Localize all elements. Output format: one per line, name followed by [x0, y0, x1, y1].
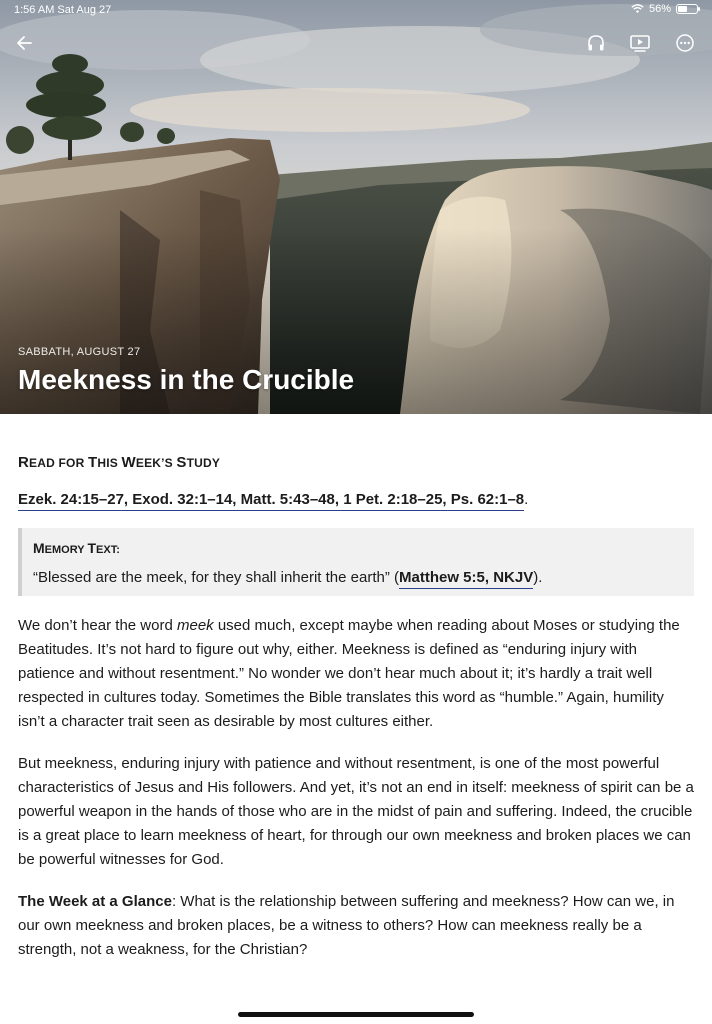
emphasis-text: meek — [176, 617, 214, 634]
lesson-content — [18, 414, 694, 962]
more-options-button[interactable] — [674, 32, 696, 54]
heading-part: EXT: — [96, 544, 120, 556]
references-period: . — [524, 491, 529, 508]
status-time: 1:56 AM Sat Aug 27 — [14, 4, 112, 16]
paragraph-text: : What is the relationship between suffering and meekness? How can we, in our own meekness and broken places, be a witness to others? How can meekness really be a strength, not a weakness, for the Christian? — [18, 893, 675, 958]
battery-icon — [676, 4, 698, 14]
heading-part: W — [121, 454, 136, 471]
home-indicator[interactable] — [238, 1012, 474, 1017]
heading-part: EEK — [135, 456, 162, 470]
hero-banner — [0, 0, 712, 414]
lesson-title: Meekness in the Crucible — [18, 364, 355, 395]
memory-verse-reference-link[interactable]: Matthew 5:5, NKJV — [399, 569, 533, 589]
memory-verse-text: “Blessed are the meek, for they shall inherit the earth” ( — [33, 569, 400, 586]
wifi-icon — [631, 4, 644, 14]
back-button[interactable] — [13, 32, 35, 54]
memory-text-box — [18, 528, 694, 596]
heading-part: S — [176, 454, 187, 471]
heading-part: TUDY — [186, 456, 221, 470]
week-at-a-glance-label: The Week at a Glance — [18, 893, 172, 910]
paragraph-1 — [18, 614, 694, 734]
bible-references-link[interactable]: Ezek. 24:15–27, Exod. 32:1–14, Matt. 5:43–48, 1 Pet. 2:18–25, Ps. 62:1–8 — [18, 491, 524, 511]
heading-part: R — [18, 454, 30, 471]
paragraph-text: used much, except maybe when reading about Moses or studying the Beatitudes. It’s not hard to figure out why, either. Meekness is defined as “enduring injury with patience and without resentment.” No wonder we don’t hear much about it; it’s hardly a trait well respected in cultures today. Sometimes the Bible translates this word as “humble.” Again, humility isn’t a character trait seen as desirable by most cultures either. — [18, 617, 680, 730]
hero-meta — [18, 346, 354, 396]
status-right — [631, 3, 698, 15]
status-bar — [0, 0, 712, 22]
heading-part: T — [87, 540, 97, 556]
audio-button[interactable] — [585, 32, 607, 54]
lesson-date: SABBATH, AUGUST 27 — [18, 346, 141, 358]
heading-part: T — [87, 454, 98, 471]
more-options-icon — [675, 33, 695, 53]
read-heading — [18, 454, 694, 471]
memory-verse — [33, 566, 680, 590]
paragraph-text: We don’t hear the word — [18, 617, 177, 634]
paragraph-2: But meekness, enduring injury with patience and without resentment, is one of the most powerful characteristics of Jesus and His followers. And yet, it’s not an end in itself: meekness of spirit can be a powerful weapon in the hands of those who are in the midst of pain and suffering. Indeed, the crucible is a great place to learn meekness of heart, for through our own meekness and broken places we can be powerful witnesses for God. — [18, 755, 694, 868]
video-play-icon — [629, 33, 651, 53]
heading-part: EAD FOR — [29, 456, 88, 470]
paragraph-3 — [18, 890, 694, 962]
back-arrow-icon — [15, 35, 33, 51]
battery-percent: 56% — [648, 3, 671, 15]
memory-heading — [33, 540, 680, 556]
headphones-icon — [586, 33, 606, 53]
heading-part: M — [33, 540, 45, 556]
video-button[interactable] — [629, 32, 651, 54]
heading-part: ’S — [161, 456, 177, 470]
heading-part: EMORY — [44, 544, 88, 556]
heading-part: HIS — [97, 456, 122, 470]
memory-verse-end: ). — [533, 569, 543, 586]
